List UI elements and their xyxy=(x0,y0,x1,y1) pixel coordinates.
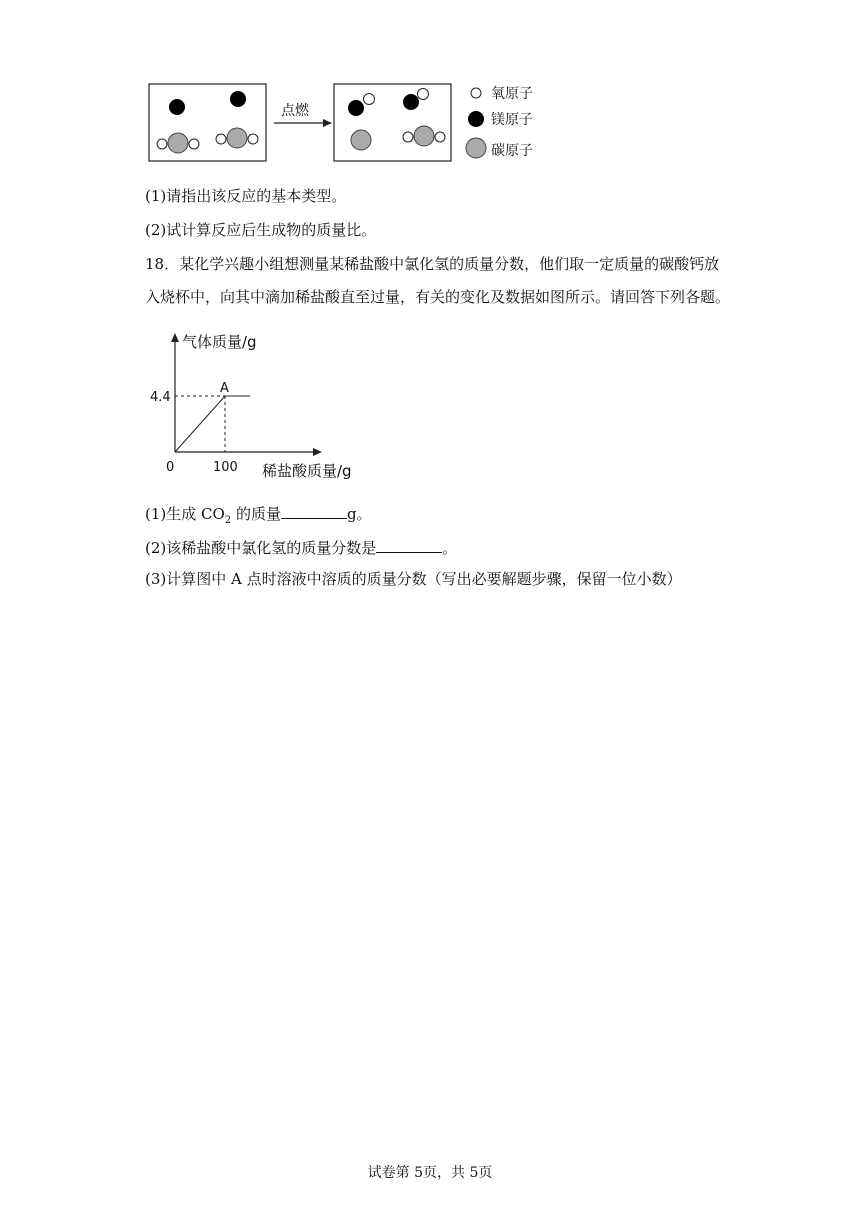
oxygen-atom xyxy=(157,139,167,149)
q18-part1-suffix: g。 xyxy=(346,505,372,523)
page-footer: 试卷第 5页，共 5页 xyxy=(367,1165,493,1181)
carbon-atom xyxy=(351,130,371,150)
q18-part1-prefix: (1)生成 CO xyxy=(145,505,225,523)
q18-part2 xyxy=(145,536,457,558)
x-axis-label: 稀盐酸质量/g xyxy=(262,462,352,480)
answer-blank-co2[interactable] xyxy=(281,502,347,519)
legend-magnesium-icon xyxy=(468,111,484,127)
arrow-head-icon xyxy=(323,119,332,127)
products-box xyxy=(334,84,451,161)
magnesium-atom xyxy=(169,99,185,115)
oxygen-atom xyxy=(403,132,413,142)
carbon-atom xyxy=(414,126,434,146)
oxygen-atom xyxy=(248,134,258,144)
y-tick-label: 4.4 xyxy=(150,390,171,405)
legend-carbon-label: 碳原子 xyxy=(491,143,533,159)
q18-part3: (3)计算图中 A 点时溶液中溶质的质量分数（写出必要解题步骤，保留一位小数） xyxy=(145,570,682,588)
q18-part1-mid: 的质量 xyxy=(231,505,281,523)
legend-oxygen-label: 氧原子 xyxy=(491,86,533,102)
oxygen-atom xyxy=(216,134,226,144)
q17-part1: (1)请指出该反应的基本类型。 xyxy=(145,187,347,205)
q17-part2: (2)试计算反应后生成物的质量比。 xyxy=(145,221,377,239)
legend-magnesium-label: 镁原子 xyxy=(491,112,533,128)
gas-mass-line xyxy=(175,396,250,452)
x-axis-arrow-icon xyxy=(313,448,322,456)
q18-part1-subscript: 2 xyxy=(224,515,232,526)
carbon-atom xyxy=(227,128,247,148)
arrow-label: 点燃 xyxy=(281,103,309,119)
point-a-label: A xyxy=(220,381,229,396)
carbon-atom xyxy=(168,133,188,153)
oxygen-atom xyxy=(418,89,429,100)
q18-part2-prefix: (2)该稀盐酸中氯化氢的质量分数是 xyxy=(145,539,377,557)
answer-blank-hcl[interactable] xyxy=(376,536,442,553)
q18-stem-line2: 入烧杯中，向其中滴加稀盐酸直至过量，有关的变化及数据如图所示。请回答下列各题。 xyxy=(145,288,731,306)
origin-label: 0 xyxy=(166,460,175,475)
legend-oxygen-icon xyxy=(471,88,481,98)
oxygen-atom xyxy=(435,132,445,142)
y-axis-label: 气体质量/g xyxy=(182,333,257,351)
oxygen-atom xyxy=(189,139,199,149)
gas-mass-chart xyxy=(140,325,370,485)
reaction-diagram xyxy=(140,75,560,170)
q18-stem-line1: 18．某化学兴趣小组想测量某稀盐酸中氯化氢的质量分数，他们取一定质量的碳酸钙放 xyxy=(145,255,720,273)
reactants-box xyxy=(149,84,266,161)
oxygen-atom xyxy=(364,94,375,105)
legend-carbon-icon xyxy=(466,138,486,158)
magnesium-atom xyxy=(230,91,246,107)
magnesium-atom xyxy=(348,100,364,116)
magnesium-atom xyxy=(403,94,419,110)
y-axis-arrow-icon xyxy=(171,333,179,342)
q18-part2-suffix: 。 xyxy=(442,539,458,557)
x-tick-label: 100 xyxy=(213,460,238,475)
q18-part1 xyxy=(145,502,372,531)
